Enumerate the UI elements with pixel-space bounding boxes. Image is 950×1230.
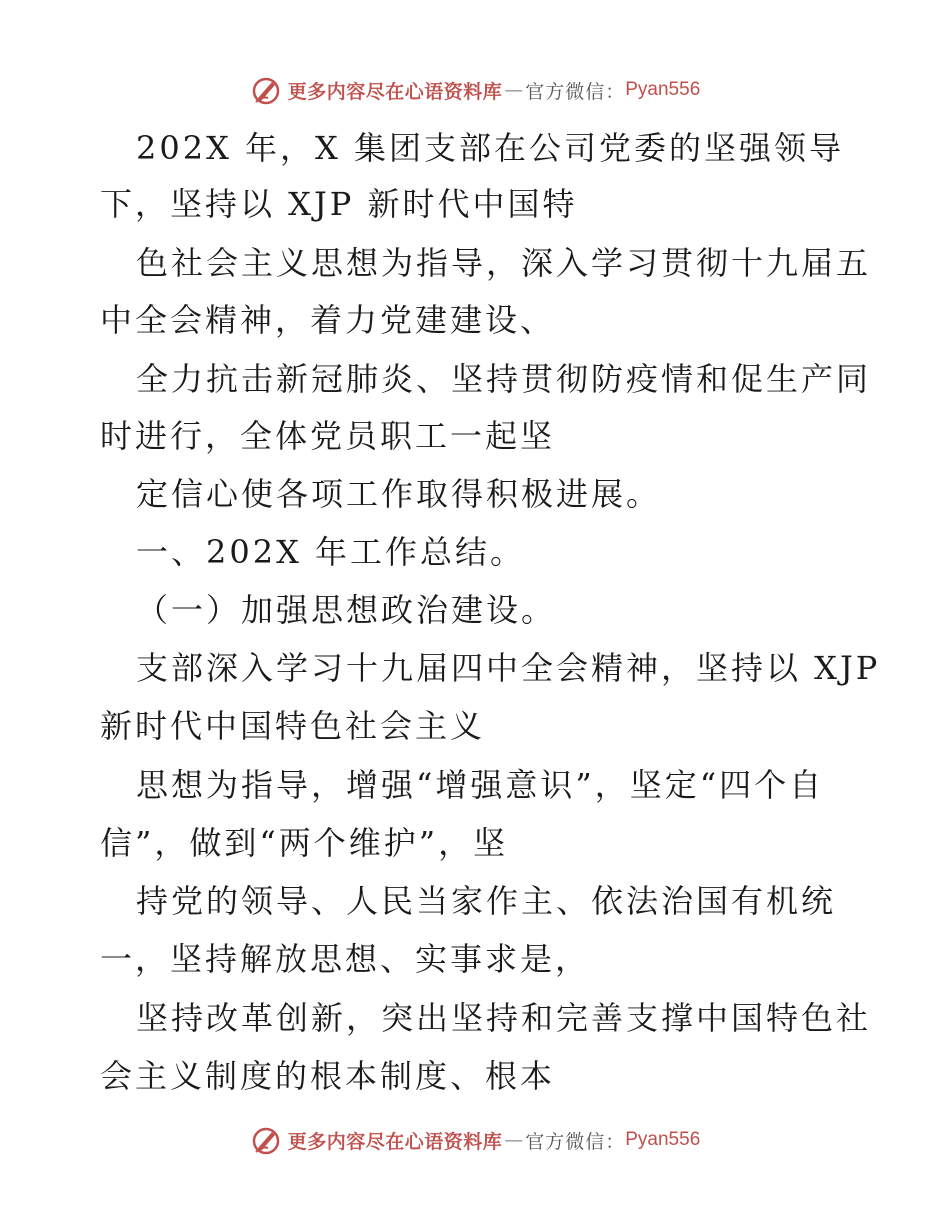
banner-dash: — bbox=[504, 1129, 524, 1151]
paragraph-line: 全力抗击新冠肺炎、坚持贯彻防疫情和促生产同 bbox=[136, 360, 872, 398]
banner-brand: 更多内容尽在心语资料库 bbox=[287, 80, 503, 103]
paragraph-line: 信”，做到“两个维护”，坚 bbox=[100, 824, 509, 862]
paragraph-line: 思想为指导，增强“增强意识”，坚定“四个自 bbox=[136, 766, 825, 804]
pen-flourish-icon bbox=[250, 74, 282, 106]
banner-dash: — bbox=[504, 79, 524, 101]
paragraph-line: 会主义制度的根本制度、根本 bbox=[100, 1057, 556, 1095]
paragraph-line: 支部深入学习十九届四中全会精神，坚持以 XJP bbox=[136, 649, 881, 687]
paragraph-line: 坚持改革创新，突出坚持和完善支撑中国特色社 bbox=[136, 999, 872, 1037]
paragraph-line: 下，坚持以 XJP 新时代中国特 bbox=[100, 185, 578, 223]
paragraph-line: 时进行，全体党员职工一起坚 bbox=[100, 417, 556, 455]
subsection-heading: （一）加强思想政治建设。 bbox=[136, 591, 557, 629]
banner-wechat-id: Pyan556 bbox=[625, 79, 701, 100]
paragraph-line: 色社会主义思想为指导，深入学习贯彻十九届五 bbox=[136, 244, 872, 282]
banner-wechat-id: Pyan556 bbox=[625, 1129, 701, 1150]
paragraph-line: 中全会精神，着力党建建设、 bbox=[100, 301, 556, 339]
paragraph-line: 新时代中国特色社会主义 bbox=[100, 707, 486, 745]
footer-watermark-banner bbox=[0, 1120, 950, 1160]
section-heading: 一、202X 年工作总结。 bbox=[136, 533, 526, 571]
paragraph-line: 202X 年，X 集团支部在公司党委的坚强领导 bbox=[136, 129, 844, 167]
paragraph-line: 一，坚持解放思想、实事求是， bbox=[100, 940, 591, 978]
header-watermark-banner bbox=[0, 70, 950, 110]
pen-flourish-icon bbox=[250, 1124, 282, 1156]
banner-brand: 更多内容尽在心语资料库 bbox=[287, 1130, 503, 1153]
banner-official-label: 官方微信： bbox=[525, 80, 626, 103]
banner-official-label: 官方微信： bbox=[525, 1130, 626, 1153]
paragraph-line: 持党的领导、人民当家作主、依法治国有机统 bbox=[136, 882, 837, 920]
paragraph-line: 定信心使各项工作取得积极进展。 bbox=[136, 475, 662, 513]
